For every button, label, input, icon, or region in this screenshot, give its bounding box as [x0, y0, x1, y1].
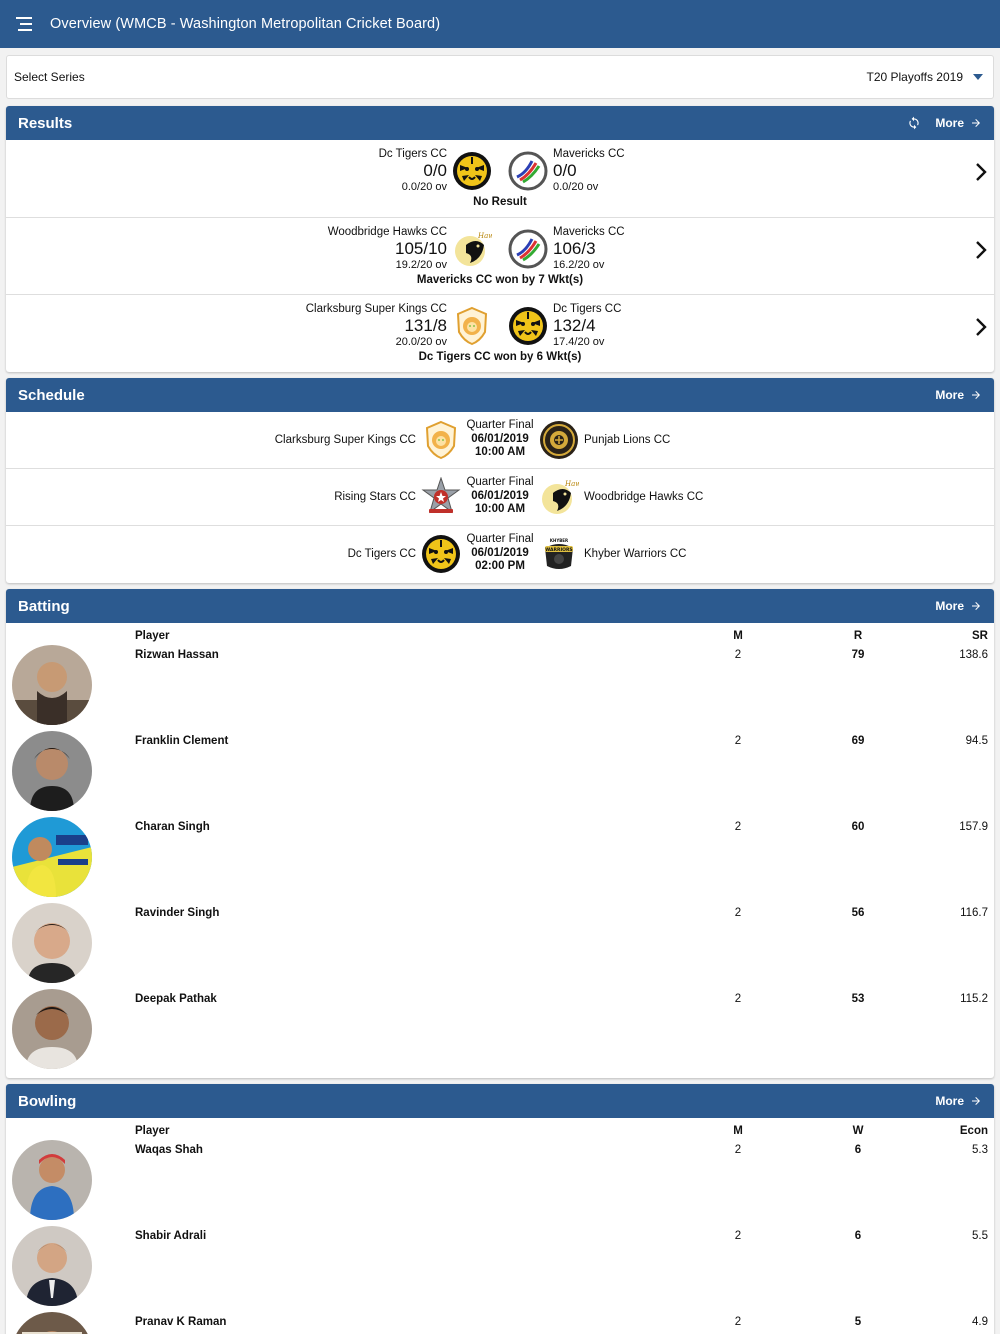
- away-team: Woodbridge Hawks CC: [584, 491, 704, 503]
- menu-icon[interactable]: [0, 0, 50, 48]
- batting-row[interactable]: [6, 731, 994, 817]
- match-date: 06/01/2019: [471, 489, 529, 502]
- matches-value: 2: [734, 821, 742, 833]
- runs-value: 79: [851, 649, 865, 661]
- column-header-runs: R: [853, 630, 863, 642]
- strike-rate-value: 94.5: [965, 735, 988, 747]
- home-team: Clarksburg Super Kings CC: [274, 434, 416, 446]
- team-name: Woodbridge Hawks CC: [327, 225, 447, 238]
- results-header: [6, 106, 994, 140]
- column-header-matches: M: [733, 630, 743, 642]
- team-overs: 0.0/20 ov: [401, 181, 447, 193]
- match-stage: Quarter Final: [466, 533, 534, 545]
- strike-rate-value: 138.6: [959, 649, 988, 661]
- batting-more-button[interactable]: More: [935, 599, 982, 613]
- away-team: Punjab Lions CC: [584, 434, 671, 446]
- arrow-right-icon: [970, 389, 982, 401]
- arrow-right-icon: [970, 1095, 982, 1107]
- bowling-row[interactable]: [6, 1226, 994, 1312]
- team-overs: 17.4/20 ov: [553, 336, 605, 348]
- chevron-down-icon: [973, 74, 983, 80]
- player-avatar: [12, 989, 92, 1069]
- matches-value: 2: [734, 649, 742, 661]
- results-title: Results: [18, 114, 73, 132]
- series-dropdown[interactable]: [866, 70, 985, 84]
- schedule-more-button[interactable]: More: [935, 388, 982, 402]
- schedule-match-row[interactable]: [6, 412, 994, 469]
- batting-row[interactable]: [6, 903, 994, 989]
- column-header-player: Player: [135, 1125, 170, 1137]
- batting-row[interactable]: [6, 817, 994, 903]
- match-info: [450, 419, 550, 460]
- batting-title: Batting: [18, 597, 70, 615]
- batting-row[interactable]: [6, 989, 994, 1075]
- player-name: Charan Singh: [135, 821, 210, 833]
- mavericks-logo: [508, 151, 548, 191]
- series-label: Select Series: [14, 70, 85, 84]
- results-section: [6, 106, 994, 372]
- player-name: Ravinder Singh: [135, 907, 220, 919]
- player-avatar: [12, 903, 92, 983]
- hawks-logo: [539, 477, 579, 517]
- column-header-matches: M: [733, 1125, 743, 1137]
- column-header-economy: Econ: [959, 1125, 988, 1137]
- bowling-header: [6, 1084, 994, 1118]
- runs-value: 53: [851, 993, 865, 1005]
- team-name: Mavericks CC: [553, 148, 625, 160]
- series-selector[interactable]: [6, 55, 994, 99]
- matches-value: 2: [734, 993, 742, 1005]
- team-score: 105/10: [395, 238, 447, 258]
- home-team: Dc Tigers CC: [347, 548, 416, 560]
- match-time: 02:00 PM: [475, 560, 525, 572]
- team-score: 131/8: [404, 316, 447, 335]
- wickets-value: 6: [854, 1230, 862, 1242]
- schedule-header: [6, 378, 994, 412]
- player-avatar: [12, 817, 92, 897]
- team-score: 106/3: [553, 238, 596, 258]
- match-info: [450, 476, 550, 517]
- bowling-section: [6, 1084, 994, 1334]
- app-bar: [0, 0, 1000, 48]
- match-stage: Quarter Final: [466, 419, 534, 431]
- strike-rate-value: 116.7: [960, 907, 988, 919]
- player-name: Franklin Clement: [135, 735, 229, 747]
- player-avatar: [12, 731, 92, 811]
- player-avatar: [12, 1140, 92, 1220]
- bowling-row[interactable]: [6, 1140, 994, 1226]
- bowling-title: Bowling: [18, 1092, 77, 1110]
- batting-row[interactable]: [6, 645, 994, 731]
- matches-value: 2: [734, 735, 742, 747]
- matches-value: 2: [734, 907, 742, 919]
- strike-rate-value: 115.2: [960, 993, 988, 1005]
- player-name: Deepak Pathak: [135, 993, 217, 1005]
- match-date: 06/01/2019: [471, 546, 529, 559]
- match-date: 06/01/2019: [471, 432, 529, 445]
- column-header-player: Player: [135, 630, 170, 642]
- chevron-right-icon[interactable]: [974, 317, 988, 337]
- chevron-right-icon[interactable]: [974, 240, 988, 260]
- column-header-wickets: W: [852, 1125, 864, 1137]
- match-result: Dc Tigers CC won by 6 Wkt(s): [418, 351, 582, 363]
- runs-value: 56: [851, 907, 865, 919]
- match-time: 10:00 AM: [474, 446, 526, 458]
- page-title: Overview (WMCB - Washington Metropolitan Cricket Board): [50, 16, 441, 32]
- team-overs: 0.0/20 ov: [553, 181, 599, 193]
- schedule-match-row[interactable]: [6, 526, 994, 583]
- economy-value: 5.3: [972, 1144, 988, 1156]
- player-avatar: [12, 645, 92, 725]
- wickets-value: 6: [854, 1144, 862, 1156]
- player-avatar: [12, 1226, 92, 1306]
- matches-value: 2: [734, 1230, 742, 1242]
- player-name: Rizwan Hassan: [135, 649, 219, 661]
- lion-logo: [452, 306, 492, 346]
- hawks-logo: [452, 229, 492, 269]
- result-match-row[interactable]: [6, 140, 994, 218]
- player-avatar: [12, 1312, 92, 1334]
- matches-value: 2: [734, 1316, 742, 1328]
- bowling-row[interactable]: [6, 1312, 994, 1334]
- strike-rate-value: 157.9: [959, 821, 988, 833]
- match-time: 10:00 AM: [474, 503, 526, 515]
- team-name: Dc Tigers CC: [553, 303, 622, 315]
- schedule-title: Schedule: [18, 386, 85, 404]
- team-score: 0/0: [423, 161, 447, 180]
- home-team: Rising Stars CC: [334, 491, 416, 503]
- runs-value: 69: [851, 735, 865, 747]
- match-stage: Quarter Final: [466, 476, 534, 488]
- team-name: Dc Tigers CC: [378, 148, 447, 160]
- result-match-row[interactable]: [6, 295, 994, 372]
- tiger-logo: [508, 306, 548, 346]
- punjab-lions-logo: [539, 420, 579, 460]
- tiger-logo: [452, 151, 492, 191]
- runs-value: 60: [851, 821, 865, 833]
- player-name: Pranav K Raman: [135, 1316, 227, 1328]
- team-name: Clarksburg Super Kings CC: [305, 303, 447, 315]
- batting-header: [6, 589, 994, 623]
- away-team: Khyber Warriors CC: [584, 548, 687, 560]
- player-name: Waqas Shah: [135, 1144, 203, 1156]
- schedule-match-row[interactable]: [6, 469, 994, 526]
- bowling-more-button[interactable]: More: [935, 1094, 982, 1108]
- team-score: 132/4: [553, 316, 596, 335]
- result-match-row[interactable]: [6, 218, 994, 296]
- series-selected-value: T20 Playoffs 2019: [866, 70, 963, 84]
- batting-section: [6, 589, 994, 1078]
- match-result: Mavericks CC won by 7 Wkt(s): [416, 273, 584, 286]
- matches-value: 2: [734, 1144, 742, 1156]
- match-info: [450, 533, 550, 574]
- team-overs: 16.2/20 ov: [553, 258, 605, 271]
- mavericks-logo: [508, 229, 548, 269]
- wickets-value: 5: [854, 1316, 862, 1328]
- arrow-right-icon: [970, 117, 982, 129]
- results-more-button[interactable]: More: [935, 116, 982, 130]
- match-result: No Result: [473, 196, 527, 208]
- team-name: Mavericks CC: [553, 225, 625, 238]
- refresh-icon[interactable]: [907, 116, 921, 130]
- khyber-warriors-logo: [539, 534, 579, 574]
- chevron-right-icon[interactable]: [974, 162, 988, 182]
- arrow-right-icon: [970, 600, 982, 612]
- team-score: 0/0: [553, 161, 577, 180]
- economy-value: 5.5: [972, 1230, 988, 1242]
- team-overs: 19.2/20 ov: [395, 258, 447, 271]
- column-header-strike-rate: SR: [972, 630, 988, 642]
- schedule-section: [6, 378, 994, 583]
- economy-value: 4.9: [972, 1316, 988, 1328]
- player-name: Shabir Adrali: [135, 1230, 207, 1242]
- team-overs: 20.0/20 ov: [395, 336, 447, 348]
